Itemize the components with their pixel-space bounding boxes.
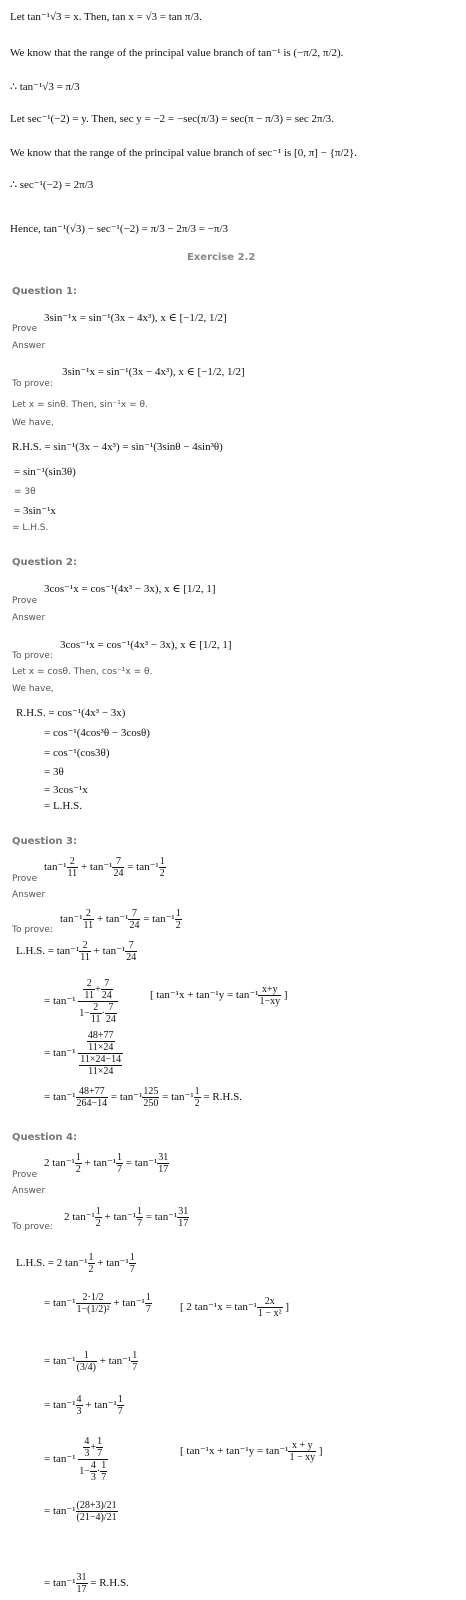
q2-step-4: = 3cos⁻¹x <box>44 784 88 796</box>
q3-prove-label: Prove <box>12 874 38 884</box>
q3-statement-repeat: tan⁻¹ $\frac{2}{11}$ + tan⁻¹ $\frac{7}{24}$ = tan⁻¹ $\frac{1}{2}$ <box>60 908 181 931</box>
q3-answer-label: Answer <box>12 890 46 900</box>
q4-step-6: = tan⁻¹ $\frac{31}{17}$ = R.H.S. <box>44 1572 129 1595</box>
q4-step-3: = tan⁻¹ $\frac{4}{3}$ + tan⁻¹ $\frac{1}{7}$ <box>44 1394 123 1417</box>
q2-step-2: = cos⁻¹(cos3θ) <box>44 747 110 759</box>
q4-answer-label: Answer <box>12 1186 46 1196</box>
q4-formula2-bracket: [ tan⁻¹x + tan⁻¹y = tan⁻¹ $\frac{x + y}{1 - xy}$ ] <box>180 1440 323 1463</box>
q1-step-1: = sin⁻¹(sin3θ) <box>14 466 76 478</box>
q2-prove-label: Prove <box>12 596 38 606</box>
q3-lhs: L.H.S. = tan⁻¹ $\frac{2}{11}$ + tan⁻¹ $\frac{7}{24}$ <box>16 940 137 963</box>
q1-step-4: = L.H.S. <box>12 523 49 533</box>
q3-statement: tan⁻¹ $\frac{2}{11}$ + tan⁻¹ $\frac{7}{24}$ = tan⁻¹ $\frac{1}{2}$ <box>44 856 165 879</box>
q4-step-1: = tan⁻¹ $\frac{2\cdot 1/2}{\text{1−(1/2)²}}$ + tan⁻¹ $\frac{1}{7}$ <box>44 1292 151 1315</box>
q4-title: Question 4: <box>12 1132 77 1143</box>
q1-title: Question 1: <box>12 286 77 297</box>
q3-step-2: = tan⁻¹ $\frac{\frac{48+77}{11\times 24}}{\frac{11\times 24-14}{11\times 24}}$ <box>44 1030 122 1077</box>
intro-line-7: Hence, tan⁻¹(√3) − sec⁻¹(−2) = π/3 − 2π/3 = −π/3 <box>10 223 229 235</box>
q2-let: Let x = cosθ. Then, cos⁻¹x = θ. <box>12 667 153 677</box>
q1-rhs: R.H.S. = sin⁻¹(3x − 4x³) = sin⁻¹(3sinθ − 4sin³θ) <box>12 441 223 453</box>
q4-step-4: = tan⁻¹ $\frac{4}{3}$ + $\frac{1}{7}$ 1− $\frac{4}{3}$ · $\frac{1}{7}$ <box>44 1436 107 1483</box>
q1-statement: 3sin⁻¹x = sin⁻¹(3x − 4x³), x ∈ [−1/2, 1/2] <box>44 312 227 324</box>
intro-line-2: We know that the range of the principal value branch of tan⁻¹ is (−π/2, π/2). <box>10 47 344 59</box>
q1-let: Let x = sinθ. Then, sin⁻¹x = θ. <box>12 400 148 410</box>
q2-title: Question 2: <box>12 557 77 568</box>
q3-title: Question 3: <box>12 836 77 847</box>
q2-step-1: = cos⁻¹(4cos³θ − 3cosθ) <box>44 727 150 739</box>
q3-to-prove-label: To prove: <box>12 925 53 935</box>
q4-step-5: = tan⁻¹ $\frac{(28+3)/21}{(21-4)/21}$ <box>44 1500 117 1523</box>
q1-prove-label: Prove <box>12 324 38 334</box>
q4-statement: 2 tan⁻¹ $\frac{1}{2}$ + tan⁻¹ $\frac{1}{7}$ = tan⁻¹ $\frac{31}{17}$ <box>44 1152 169 1175</box>
q4-statement-repeat: 2 tan⁻¹ $\frac{1}{2}$ + tan⁻¹ $\frac{1}{7}$ = tan⁻¹ $\frac{31}{17}$ <box>64 1206 189 1229</box>
q1-we-have: We have, <box>12 418 54 428</box>
q2-step-3: = 3θ <box>44 766 64 778</box>
q2-statement-repeat: 3cos⁻¹x = cos⁻¹(4x³ − 3x), x ∈ [1/2, 1] <box>60 639 232 651</box>
q4-to-prove-label: To prove: <box>12 1222 53 1232</box>
q3-formula-bracket: [ tan⁻¹x + tan⁻¹y = tan⁻¹ $\frac{x+y}{1-xy}$ ] <box>150 984 288 1007</box>
q2-rhs: R.H.S. = cos⁻¹(4x³ − 3x) <box>16 707 126 719</box>
q4-lhs: L.H.S. = 2 tan⁻¹ $\frac{1}{2}$ + tan⁻¹ $\frac{1}{7}$ <box>16 1252 135 1275</box>
q2-answer-label: Answer <box>12 613 46 623</box>
intro-line-3: ∴ tan⁻¹√3 = π/3 <box>10 81 80 93</box>
q4-prove-label: Prove <box>12 1170 38 1180</box>
q2-we-have: We have, <box>12 684 54 694</box>
intro-line-5: We know that the range of the principal value branch of sec⁻¹ is [0, π] − {π/2}. <box>10 147 358 159</box>
q1-statement-repeat: 3sin⁻¹x = sin⁻¹(3x − 4x³), x ∈ [−1/2, 1/2] <box>62 366 245 378</box>
q1-step-2: = 3θ <box>14 487 36 497</box>
intro-line-1: Let tan⁻¹√3 = x. Then, tan x = √3 = tan π/3. <box>10 11 202 23</box>
q2-to-prove-label: To prove: <box>12 651 53 661</box>
q2-statement: 3cos⁻¹x = cos⁻¹(4x³ − 3x), x ∈ [1/2, 1] <box>44 583 216 595</box>
q1-answer-label: Answer <box>12 341 46 351</box>
q1-to-prove-label: To prove: <box>12 379 53 389</box>
q2-step-5: = L.H.S. <box>44 800 82 812</box>
q1-step-3: = 3sin⁻¹x <box>14 505 56 517</box>
intro-line-4: Let sec⁻¹(−2) = y. Then, sec y = −2 = −sec(π/3) = sec(π − π/3) = sec 2π/3. <box>10 113 334 125</box>
q3-step-1: = tan⁻¹ $\frac{2}{11}$ + $\frac{7}{24}$ 1− $\frac{2}{11}$ · $\frac{7}{24}$ <box>44 978 116 1025</box>
intro-line-6: ∴ sec⁻¹(−2) = 2π/3 <box>10 179 94 191</box>
q3-step-3: = tan⁻¹ $\frac{48+77}{264-14}$ = tan⁻¹ $\frac{125}{250}$ = tan⁻¹ $\frac{1}{2}$ = R.H.S. <box>44 1086 242 1109</box>
exercise-title: Exercise 2.2 <box>187 252 256 263</box>
q4-step-2: = tan⁻¹ $\frac{1}{(3/4)}$ + tan⁻¹ $\frac{1}{7}$ <box>44 1350 138 1373</box>
q4-formula1-bracket: [ 2 tan⁻¹x = tan⁻¹ $\frac{2x}{\text{1 − x²}}$ ] <box>180 1296 290 1319</box>
